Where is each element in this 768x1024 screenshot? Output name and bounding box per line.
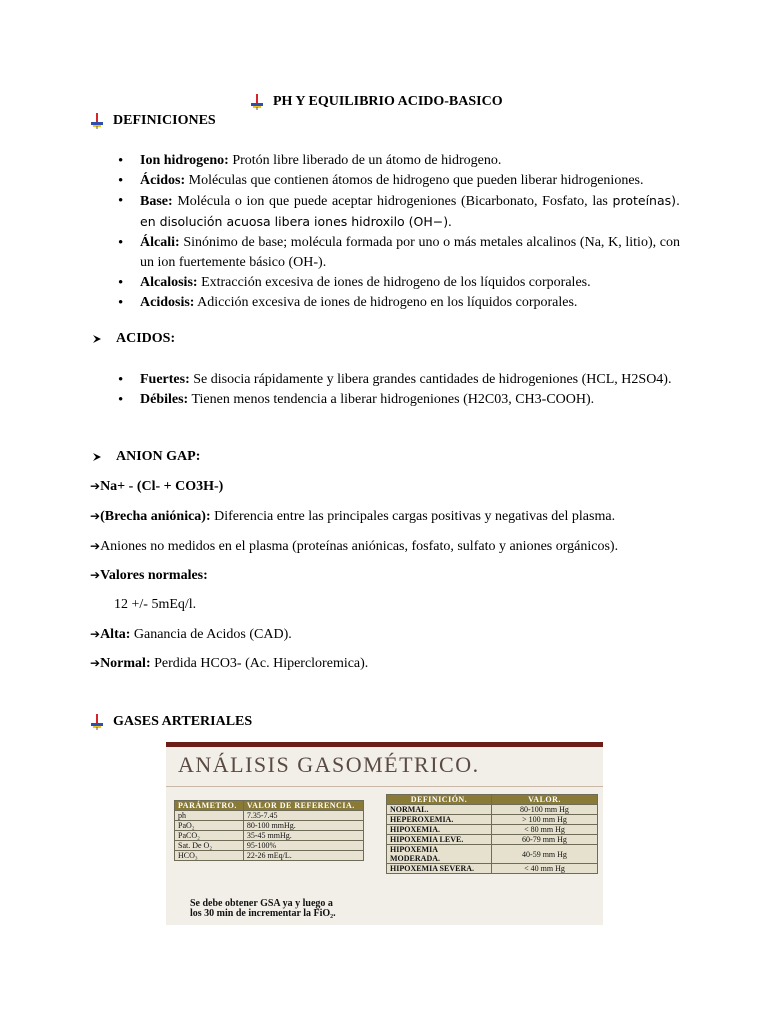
alta-line: ➔Alta: Ganancia de Acidos (CAD).	[90, 627, 292, 642]
anion-gap-formula: ➔Na+ - (Cl- + CO3H-)	[90, 479, 224, 494]
right-arrow-icon: ➔	[90, 656, 101, 670]
table-row: HIPOXEMIA SEVERA. < 40 mm Hg	[387, 864, 598, 874]
list-item: • Fuertes: Se disocia rápidamente y libera grandes cantidades de hidrogeniones (HCL, H2SO4).	[118, 370, 680, 390]
gases-header: GASES ARTERIALES	[90, 714, 252, 730]
right-arrow-icon: ➔	[90, 509, 101, 523]
right-arrow-icon: ➔	[90, 627, 101, 641]
pushpin-icon	[90, 113, 104, 129]
anion-gap-header: ANION GAP:	[92, 449, 200, 465]
parameters-table	[174, 800, 364, 861]
definiciones-list	[118, 151, 680, 313]
table-header-row: PARÁMETRO. VALOR DE REFERENCIA.	[175, 801, 364, 811]
image-title: ANÁLISIS GASOMÉTRICO.	[178, 752, 480, 777]
valores-value: 12 +/- 5mEq/l.	[114, 597, 197, 612]
table-row: HIPOXEMIA LEVE. 60-79 mm Hg	[387, 835, 598, 845]
table-row: HCO₃ 22-26 mEq/L.	[175, 851, 364, 861]
table-row: Sat. De O₂ 95-100%	[175, 841, 364, 851]
table-row: PaCO₂ 35-45 mmHg.	[175, 831, 364, 841]
valores-line: ➔Valores normales:	[90, 568, 208, 583]
pushpin-icon	[90, 714, 104, 730]
banner-bar	[166, 742, 603, 747]
normal-line: ➔Normal: Perdida HCO3- (Ac. Hipercloremica).	[90, 656, 369, 671]
aniones-line: ➔Aniones no medidos en el plasma (proteínas aniónicas, fosfato, sulfato y aniones orgánicos).	[90, 539, 619, 554]
list-item: • Ácidos: Moléculas que contienen átomos de hidrogeno que pueden liberar hidrogeniones.	[118, 171, 680, 191]
acidos-list	[118, 370, 680, 410]
definiciones-header: DEFINICIONES	[90, 113, 216, 129]
table-row: HIPOXEMIA. < 80 mm Hg	[387, 825, 598, 835]
right-arrow-icon: ➔	[90, 539, 101, 553]
pushpin-icon	[250, 94, 264, 110]
table-header-row: DEFINICIÓN. VALOR.	[387, 795, 598, 805]
gsa-note: Se debe obtener GSA ya y luego a los 30 min de incrementar la FiO₂.	[190, 898, 336, 919]
table-row: HIPOXEMIA MODERADA. 40-59 mm Hg	[387, 845, 598, 864]
table-row: NORMAL. 80-100 mm Hg	[387, 805, 598, 815]
table-row: HEPEROXEMIA. > 100 mm Hg	[387, 815, 598, 825]
list-item: • Acidosis: Adicción excesiva de iones de hidrogeno en los líquidos corporales.	[118, 293, 680, 313]
table-row: PaO₂ 80-100 mmHg.	[175, 821, 364, 831]
acidos-header: ACIDOS:	[92, 331, 175, 347]
list-item: • Álcali: Sinónimo de base; molécula formada por uno o más metales alcalinos (Na, K, litio), con un ion fuertemente básico (OH-).	[118, 233, 680, 273]
list-item: • Débiles: Tienen menos tendencia a liberar hidrogeniones (H2C03, CH3-COOH).	[118, 390, 680, 410]
definitions-table	[386, 794, 598, 874]
list-item: • Ion hidrogeno: Protón libre liberado de un átomo de hidrogeno.	[118, 151, 680, 171]
arrowhead-bullet-icon	[92, 334, 102, 344]
table-row: ph 7.35-7.45	[175, 811, 364, 821]
divider	[166, 786, 603, 787]
arrowhead-bullet-icon	[92, 452, 102, 462]
brecha-line: ➔(Brecha aniónica): Diferencia entre las principales cargas positivas y negativas del plasma.	[90, 509, 616, 524]
right-arrow-icon: ➔	[90, 568, 101, 582]
right-arrow-icon: ➔	[90, 479, 101, 493]
list-item: • Base: Molécula o ion que puede aceptar hidrogeniones (Bicarbonato, Fosfato, las proteínas). en disolución acuosa libera iones hidroxilo (OH−).	[118, 191, 680, 233]
page-title: PH Y EQUILIBRIO ACIDO-BASICO	[250, 94, 503, 110]
list-item: • Alcalosis: Extracción excesiva de iones de hidrogeno de los líquidos corporales.	[118, 273, 680, 293]
gasometric-analysis-image	[166, 742, 603, 925]
